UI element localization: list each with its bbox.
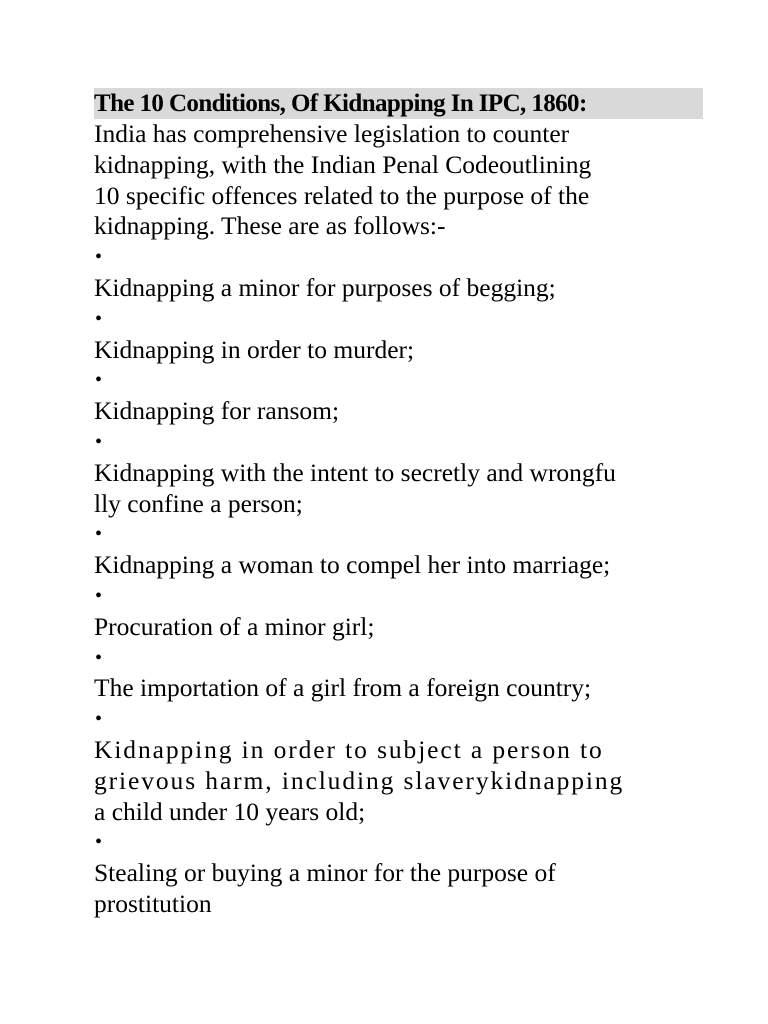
list-item-continuation: prostitution [94, 888, 212, 918]
list-item: The importation of a girl from a foreign country; [94, 673, 592, 703]
bullet-icon: • [95, 708, 103, 731]
bullet-icon: • [95, 369, 103, 392]
intro-line: India has comprehensive legislation to counter [94, 119, 570, 148]
list-item: Kidnapping a minor for purposes of begging; [94, 272, 556, 302]
bullet-icon: • [95, 584, 103, 607]
bullet-icon: • [95, 307, 103, 330]
bullet-icon: • [95, 646, 103, 669]
bullet-icon: • [95, 831, 103, 854]
list-item: Procuration of a minor girl; [94, 611, 375, 641]
bullet-icon: • [95, 523, 103, 546]
bullet-icon: • [95, 246, 103, 269]
bullet-icon: • [95, 430, 103, 453]
list-item: Kidnapping in order to murder; [94, 334, 415, 364]
document-body [94, 119, 624, 920]
intro-line: kidnapping, with the Indian Penal Codeoutlining [94, 149, 592, 179]
list-item: Kidnapping in order to subject a person to [94, 734, 604, 764]
document-title: The 10 Conditions, Of Kidnapping In IPC, 1860: [94, 88, 703, 119]
list-item: Kidnapping a woman to compel her into marriage; [94, 550, 611, 580]
list-item: Stealing or buying a minor for the purpose of [94, 858, 556, 888]
list-item-continuation: grievous harm, including slaverykidnapping [94, 765, 625, 795]
list-item-continuation: a child under 10 years old; [94, 796, 366, 826]
list-item: Kidnapping with the intent to secretly and wrongfu [94, 457, 616, 487]
intro-line: 10 specific offences related to the purpose of the [94, 180, 590, 210]
list-item: Kidnapping for ransom; [94, 396, 340, 426]
intro-line: kidnapping. These are as follows:- [94, 211, 446, 241]
list-item-continuation: lly confine a person; [94, 488, 303, 518]
